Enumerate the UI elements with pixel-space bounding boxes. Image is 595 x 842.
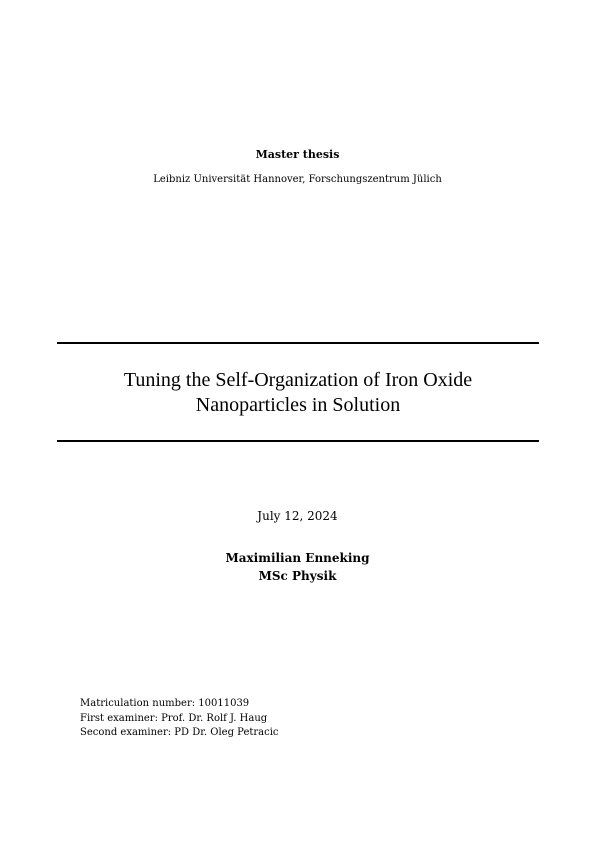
title-rule-bottom — [57, 440, 539, 442]
second-examiner: Second examiner: PD Dr. Oleg Petracic — [80, 727, 279, 738]
thesis-title-line-1: Tuning the Self-Organization of Iron Oxide — [123, 369, 473, 391]
matriculation-number: Matriculation number: 10011039 — [80, 698, 250, 709]
degree-program: MSc Physik — [258, 569, 337, 583]
title-rule-top — [57, 342, 539, 344]
institution: Leibniz Universität Hannover, Forschungszentrum Jülich — [153, 174, 442, 185]
thesis-details — [80, 697, 279, 741]
thesis-title-line-2: Nanoparticles in Solution — [195, 394, 401, 416]
thesis-type: Master thesis — [255, 148, 340, 161]
thesis-title — [57, 368, 539, 418]
first-examiner: First examiner: Prof. Dr. Rolf J. Haug — [80, 712, 268, 724]
submission-date: July 12, 2024 — [257, 509, 338, 523]
author-name: Maximilian Enneking — [225, 551, 370, 565]
